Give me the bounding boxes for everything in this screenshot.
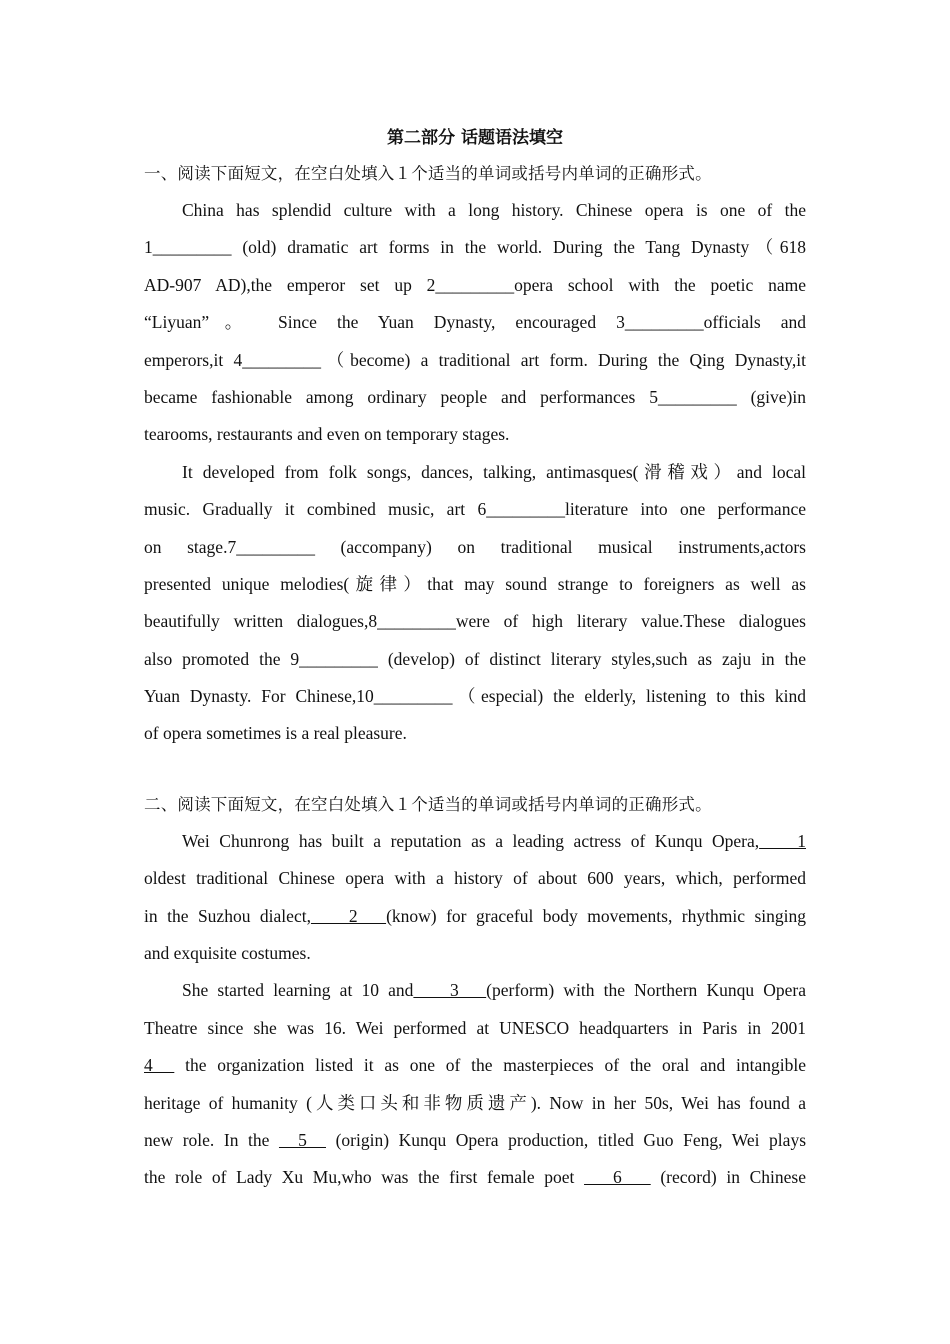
text-segment: on stage.7_________ (accompany) on traditional musical instruments,actors: [144, 536, 806, 557]
text-line: [144, 935, 806, 972]
text-line: [144, 491, 806, 528]
text-segment: presented unique melodies(旋律）that may sound strange to foreigners as well as: [144, 573, 806, 594]
text-line: [144, 379, 806, 416]
text-line: [144, 603, 806, 640]
answer-blank: 2: [310, 905, 387, 926]
text-segment: (record) in Chinese: [650, 1167, 806, 1188]
text-segment: (origin) Kunqu Opera production, titled Guo Feng, Wei plays: [326, 1129, 806, 1150]
text-segment: It developed from folk songs, dances, talking, antimasques(滑稽戏）and local: [182, 461, 806, 482]
answer-blank: 6: [584, 1167, 651, 1188]
text-segment: heritage of humanity (人类口头和非物质遗产). Now in her 50s, Wei has found a: [144, 1092, 806, 1113]
text-line: [144, 715, 806, 752]
text-segment: the role of Lady Xu Mu,who was the first female poet: [144, 1167, 585, 1188]
text-segment: (perform) with the Northern Kunqu Opera: [486, 980, 806, 1001]
text-line: [144, 1047, 806, 1084]
text-line: [144, 192, 806, 229]
document-page: [144, 120, 806, 1197]
text-line: [144, 972, 806, 1009]
text-line: [144, 1122, 806, 1159]
section-spacer: [144, 753, 806, 787]
text-line: [144, 416, 806, 453]
text-line: [144, 566, 806, 603]
text-segment: emperors,it 4_________（become) a traditional art form. During the Qing Dynasty,it: [144, 349, 806, 370]
text-line: [144, 529, 806, 566]
text-segment: oldest traditional Chinese opera with a history of about 600 years, which, performed: [144, 868, 806, 889]
sections: [144, 156, 806, 1197]
text-line: [144, 1085, 806, 1122]
text-line: [144, 229, 806, 266]
text-segment: tearooms, restaurants and even on temporary stages.: [144, 424, 510, 445]
exercise-section-1: [144, 156, 806, 753]
answer-blank: 1: [759, 830, 806, 851]
answer-blank: 3: [413, 980, 487, 1001]
text-segment: Theatre since she was 16. Wei performed at UNESCO headquarters in Paris in 2001: [144, 1017, 806, 1038]
text-line: [144, 1010, 806, 1047]
text-segment: and exquisite costumes.: [144, 943, 311, 964]
text-line: [144, 898, 806, 935]
text-line: [144, 641, 806, 678]
answer-blank: 4: [144, 1055, 175, 1076]
text-line: [144, 823, 806, 860]
exercise-section-2: [144, 787, 806, 1197]
text-segment: Wei Chunrong has built a reputation as a leading actress of Kunqu Opera,: [182, 830, 760, 851]
section-instruction: 二、阅读下面短文，在空白处填入１个适当的单词或括号内单词的正确形式。: [144, 794, 712, 814]
text-segment: Yuan Dynasty. For Chinese,10_________（especial) the elderly, listening to this kind: [144, 686, 806, 707]
text-line: [144, 342, 806, 379]
text-line: [144, 267, 806, 304]
text-line: [144, 678, 806, 715]
text-segment: of opera sometimes is a real pleasure.: [144, 723, 407, 744]
text-segment: in the Suzhou dialect,: [144, 905, 311, 926]
text-line: [144, 1159, 806, 1196]
text-segment: China has splendid culture with a long history. Chinese opera is one of the: [182, 200, 806, 220]
text-segment: beautifully written dialogues,8_________were of high literary value.These dialogues: [144, 611, 806, 632]
text-segment: (know) for graceful body movements, rhythmic singing: [386, 905, 807, 926]
answer-blank: 5: [278, 1129, 326, 1150]
text-line: [144, 860, 806, 897]
text-segment: the organization listed it as one of the masterpieces of the oral and intangible: [174, 1055, 806, 1076]
text-segment: AD-907 AD),the emperor set up 2_________opera school with the poetic name: [144, 274, 806, 295]
text-segment: “Liyuan”。 Since the Yuan Dynasty, encouraged 3_________officials and: [144, 312, 806, 333]
text-line: [144, 304, 806, 341]
text-segment: became fashionable among ordinary people and performances 5_________ (give)in: [144, 386, 806, 407]
text-segment: She started learning at 10 and: [182, 980, 414, 1001]
text-segment: also promoted the 9_________ (develop) of distinct literary styles,such as zaju in the: [144, 648, 806, 669]
text-line: [144, 454, 806, 491]
section-instruction: 一、阅读下面短文，在空白处填入１个适当的单词或括号内单词的正确形式。: [144, 164, 712, 183]
text-segment: 1_________ (old) dramatic art forms in the world. During the Tang Dynasty（618: [144, 237, 806, 258]
page-title: 第二部分 话题语法填空: [387, 128, 563, 148]
text-segment: music. Gradually it combined music, art 6_________literature into one performance: [144, 499, 806, 520]
text-segment: new role. In the: [144, 1129, 279, 1150]
